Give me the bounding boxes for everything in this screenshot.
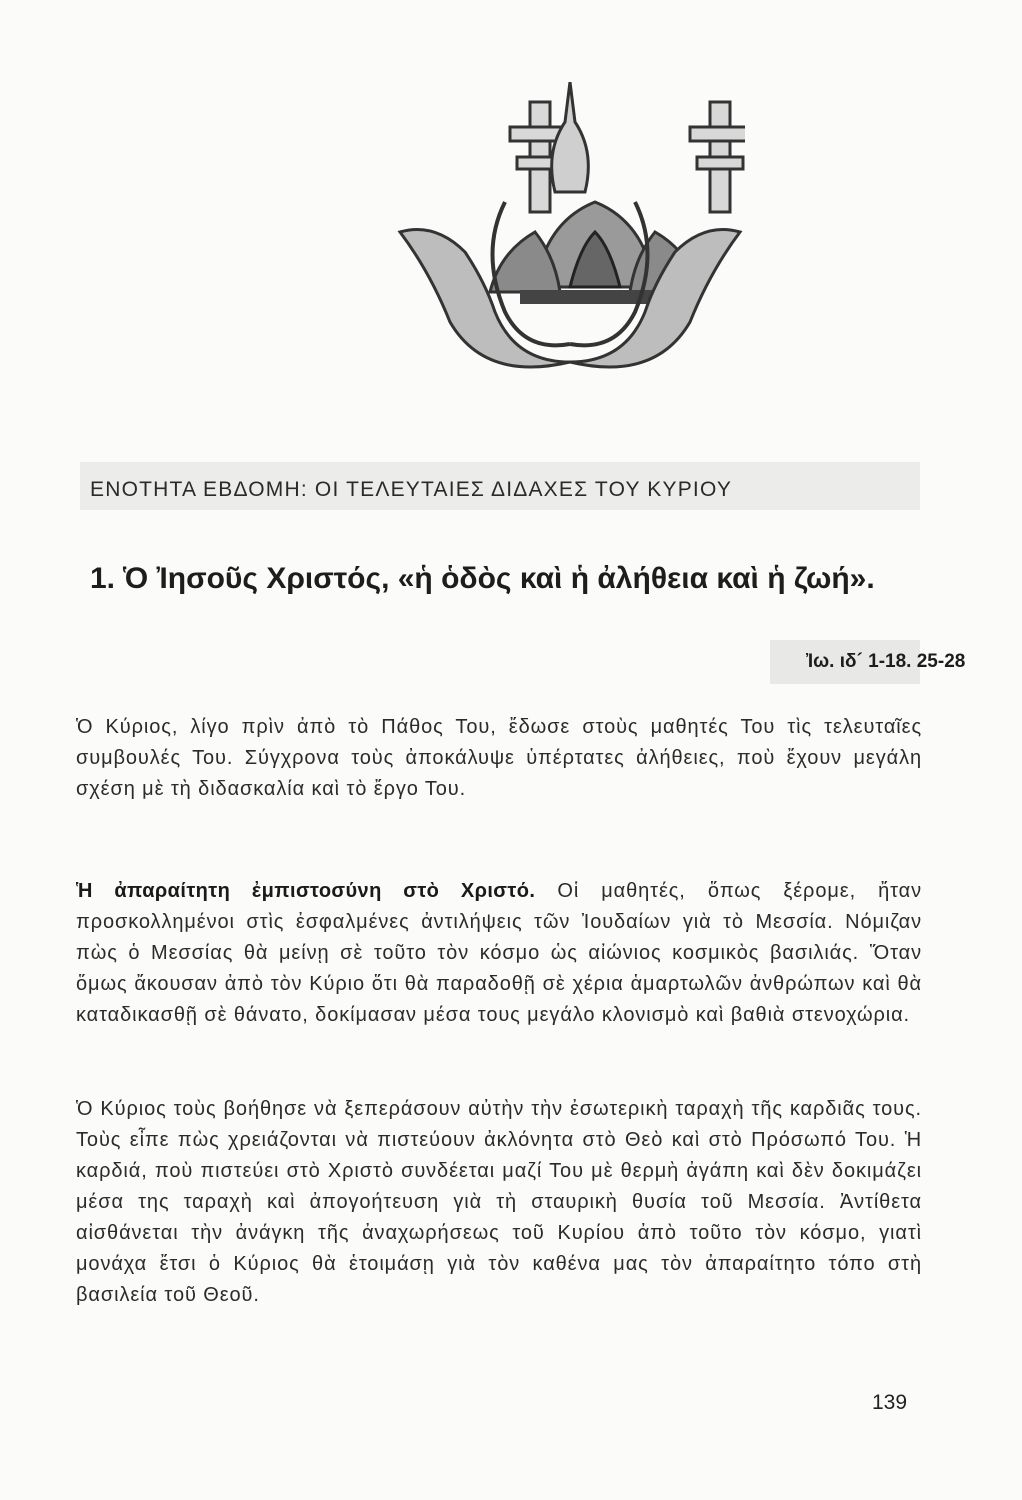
- section-title: ΕΝΟΤΗΤΑ ΕΒΔΟΜΗ: ΟΙ ΤΕΛΕΥΤΑΙΕΣ ΔΙΔΑΧΕΣ ΤΟΥ ΚΥΡΙΟΥ: [90, 478, 733, 501]
- paragraph-3: Ὁ Κύριος τοὺς βοήθησε νὰ ξεπεράσουν αὐτὴν τὴν ἐσωτερικὴ ταραχὴ τῆς καρδιᾶς τους. Τοὺς εἶπε πὼς χρειάζονται νὰ πιστεύουν ἀκλόνητα στὸ Θεὸ καὶ στὸ Πρόσωπό Του. Ἡ καρδιά, ποὺ πιστεύει στὸ Χριστὸ συνδέεται μαζί Του μὲ θερμὴ ἀγάπη καὶ δὲν δοκιμάζει μέσα της ταραχὴ καὶ ἀπογοήτευση γιὰ τὴ σταυρικὴ θυσία τοῦ Μεσσία. Ἀντίθετα αἰσθάνεται τὴν ἀνάγκη τῆς ἀναχωρήσεως τοῦ Κυρίου ἀπὸ τοῦτο τὸν κόσμο, γιατὶ μονάχα ἔτσι ὁ Κύριος θὰ ἑτοιμάσῃ γιὰ τὸν καθένα μας τὸν ἀπαραίτητο τόπο στὴ βασιλεία τοῦ Θεοῦ.: [76, 1098, 922, 1306]
- paragraph-2-text: Οἱ μαθητές, ὅπως ξέρομε, ἤταν προσκολλημένοι στὶς ἐσφαλμένες ἀντιλήψεις τῶν Ἰουδαίων γιὰ τὸ Μεσσία. Νόμιζαν πὼς ὁ Μεσσίας θὰ μείνῃ σὲ τοῦτο τὸν κόσμο ὡς αἰώνιος κοσμικὸς βασιλιάς. Ὅταν ὅμως ἄκουσαν ἀπὸ τὸν Κύριο ὅτι θὰ παραδοθῇ σὲ χέρια ἁμαρτωλῶν ἀνθρώπων καὶ θὰ καταδικασθῇ σὲ θάνατο, δοκίμασαν μέσα τους μεγάλο κλονισμὸ καὶ βαθιὰ στενοχώρια.: [76, 880, 922, 1026]
- paragraph-2-lead: Ἡ ἀπαραίτητη ἐμπιστοσύνη στὸ Χριστό.: [76, 880, 536, 902]
- crosses-domes-ornament-icon: [395, 82, 745, 382]
- chapter-title: 1. Ὁ Ἰησοῦς Χριστός, «ἡ ὁδὸς καὶ ἡ ἀλήθεια καὶ ἡ ζωή».: [90, 562, 875, 595]
- scripture-reference: Ἰω. ιδ´ 1-18. 25-28: [806, 651, 966, 672]
- page-number: 139: [872, 1391, 908, 1414]
- paragraph-2: [76, 876, 922, 1031]
- paragraph-1: Ὁ Κύριος, λίγο πρὶν ἀπὸ τὸ Πάθος Του, ἔδωσε στοὺς μαθητές Του τὶς τελευταῖες συμβουλές Του. Σύγχρονα τοὺς ἀποκάλυψε ὑπέρτατες ἀλήθειες, ποὺ ἔχουν μεγάλη σχέση μὲ τὴ διδασκαλία καὶ τὸ ἔργο Του.: [76, 716, 922, 800]
